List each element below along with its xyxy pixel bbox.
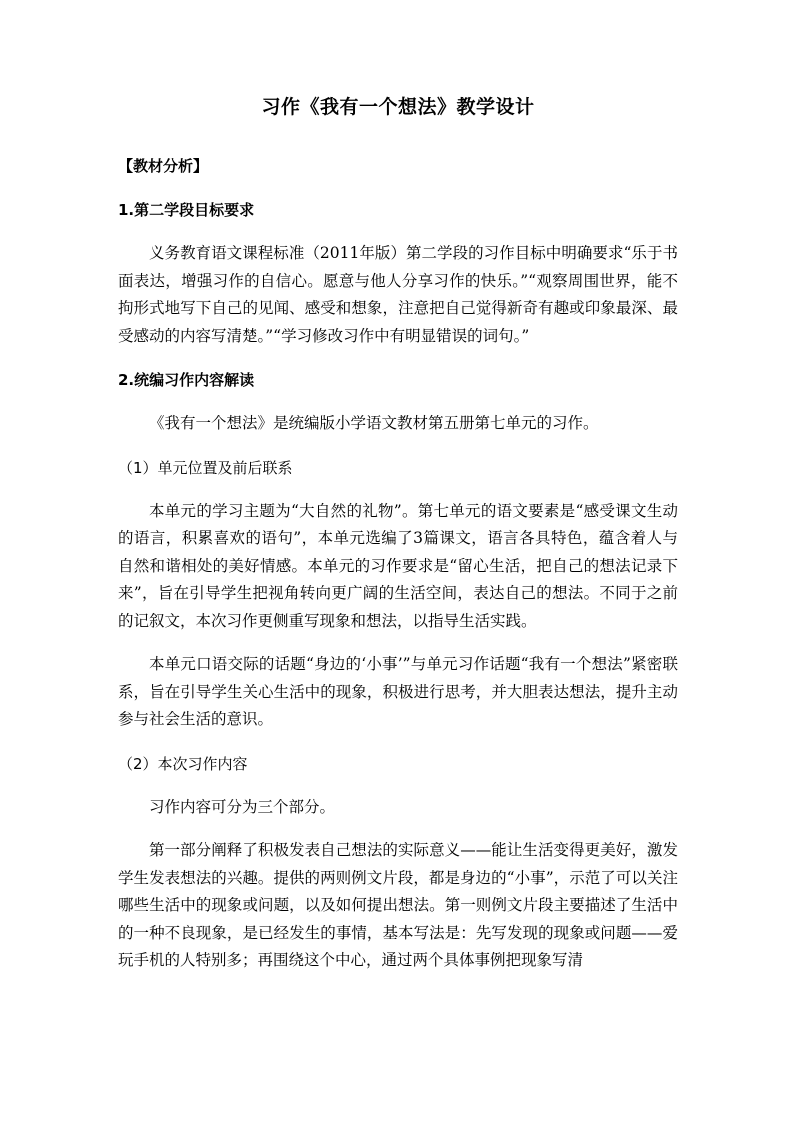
paragraph-first-part: 第一部分阐释了积极发表自己想法的实际意义——能让生活变得更美好，激发学生发表想法的兴趣。提供的两则例文片段，都是身边的“小事”，示范了可以关注哪些生活中的现象或问题，以及如何提出想法。第一则例文片段主要描述了生活中的一种不良现象，是已经发生的事情，基本写法是：先写发现的现象或问题——爱玩手机的人特别多；再围绕这个中心，通过两个具体事例把现象写清 <box>118 841 678 969</box>
heading-content-interpretation: 2.统编习作内容解读 <box>118 371 255 389</box>
section-label: 【教材分析】 <box>118 157 209 175</box>
paragraph-three-parts: 习作内容可分为三个部分。 <box>149 797 336 816</box>
paragraph-unit-theme: 本单元的学习主题为“大自然的礼物”。第七单元的语文要素是“感受课文生动的语言，积累喜欢的语句”，本单元选编了3篇课文，语言各具特色，蕴含着人与自然和谐相处的美好情感。本单元的习作要求是“留心生活，把自己的想法记录下来”，旨在引导学生把视角转向更广阔的生活空间，表达自己的想法。不同于之前的记叙文，本次习作更侧重写现象和想法，以指导生活实践。 <box>118 501 678 630</box>
paragraph-curriculum-standard: 义务教育语文课程标准（2011年版）第二学段的习作目标中明确要求“乐于书面表达，增强习作的自信心。愿意与他人分享习作的快乐。”“观察周围世界，能不拘形式地写下自己的见闻、感受和想象，注意把自己觉得新奇有趣或印象最深、最受感动的内容写清楚。”“学习修改习作中有明显错误的词句。” <box>118 244 678 345</box>
document-page <box>118 92 678 991</box>
heading-target-requirements: 1.第二学段目标要求 <box>118 201 255 219</box>
document-title: 习作《我有一个想法》教学设计 <box>261 96 535 118</box>
paragraph-oral-communication: 本单元口语交际的话题“身边的‘小事’”与单元习作话题“我有一个想法”紧密联系，旨在引导学生关心生活中的现象，积极进行思考，并大胆表达想法，提升主动参与社会生活的意识。 <box>118 655 678 728</box>
paragraph-textbook-intro: 《我有一个想法》是统编版小学语文教材第五册第七单元的习作。 <box>149 414 599 432</box>
subheading-writing-content: （2）本次习作内容 <box>118 754 248 773</box>
subheading-unit-position: （1）单元位置及前后联系 <box>118 458 293 477</box>
